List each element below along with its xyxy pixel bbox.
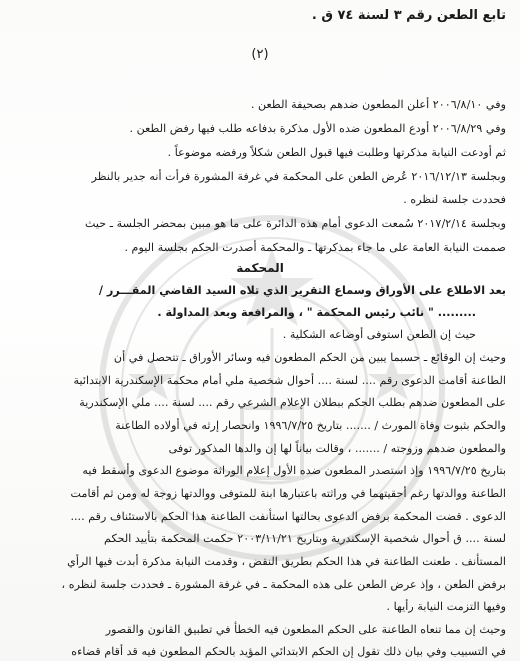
paragraph-line: وبجلسة ٢٠١٧/٢/١٤ سُمعت الدعوى أمام هذه الدائرة على ما هو مبين بمحضر الجلسة ـ حيث — [84, 217, 506, 230]
paragraph-line: ثم أودعت النيابة مذكرتها وطلبت فيها قبول الطعن شكلاً ورفضه موضوعاً . — [167, 146, 506, 159]
paragraph-line: بتاريخ ١٩٩٦/٧/٢٥ وإذ استصدر المطعون ضده الأول إعلام الوراثة موضوع الدعوى وأسقط فيه — [82, 464, 506, 477]
paragraph-line: وفي ٢٠٠٦/٨/٢٩ أودع المطعون ضده الأول مذكرة بدفاعه طلب فيها رفض الطعن . — [129, 122, 506, 135]
paragraph-line: والمطعون ضدهم وزوجته / ....... ، وقالت بياناً لها إن والدها المذكور توفى — [168, 442, 506, 455]
paragraph-line: في التسبيب وفي بيان ذلك تقول إن الحكم الابتدائي المؤيد بالحكم المطعون فيه قد أقام قضاءه — [71, 645, 506, 658]
paragraph-line: برفض الطعن ، وإذ عرض الطعن على هذه المحكمة ـ في غرفة المشورة ـ فحددت جلسة لنظره ، — [61, 578, 506, 591]
paragraph-line: ......... " نائب رئيس المحكمة " ، والمرافعة وبعد المداولة . — [157, 306, 476, 319]
paragraph-line: وحيث إن الوقائع ـ حسبما يبين من الحكم المطعون فيه وسائر الأوراق ـ تتحصل في أن — [113, 351, 506, 364]
paragraph-line: على المطعون ضدهم بطلب الحكم ببطلان الإعلام الشرعي رقم .... لسنة .... ملي الإسكندرية — [79, 396, 506, 409]
paragraph-line: لسنة .... ق أحوال شخصية الإسكندرية وبتاريخ ٢٠٠٣/١١/٢١ حكمت المحكمة بتأييد الحكم — [104, 532, 506, 545]
paragraph-line: حيث إن الطعن استوفى أوضاعه الشكلية . — [282, 328, 476, 341]
paragraph-line: الطاعنة ووالدتها رغم أحقيتهما في وراثته باعتبارها ابنة للمتوفى ووالدتها زوجة له ومن ثم أقامت — [70, 487, 506, 500]
paragraph-line: والحكم بثبوت وفاة المورث / ....... بتاريخ ١٩٩٦/٧/٢٥ وانحصار إرثه في أولاده الطاعنة — [115, 419, 506, 432]
paragraph-line: الطاعنة أقامت الدعوى رقم .... لسنة .... أحوال شخصية ملي أمام محكمة الإسكندرية الابتدائية — [73, 374, 506, 387]
paragraph-line: فحددت جلسة لنظره . — [403, 193, 506, 206]
paragraph-line: صممت النيابة العامة على ما جاء بمذكرتها ـ والمحكمة أصدرت الحكم بجلسة اليوم . — [124, 241, 506, 254]
section-heading: المحكمة — [236, 261, 284, 275]
page-header: تابع الطعن رقم ٣ لسنة ٧٤ ق . — [311, 8, 506, 23]
paragraph-line: وفيها التزمت النيابة رأيها . — [386, 600, 506, 613]
paragraph-line: المستأنف . طعنت الطاعنة في هذا الحكم بطريق النقض ، وقدمت النيابة مذكرة أبدت فيها الرأي — [67, 555, 506, 568]
paragraph-line: وفي ٢٠٠٦/٨/١٠ أعلن المطعون ضدهم بصحيفة الطعن . — [250, 98, 506, 111]
paragraph-line: الدعوى . قضت المحكمة برفض الدعوى بحالتها استأنفت الطاعنة هذا الحكم بالاستئناف رقم .... — [70, 510, 506, 523]
paragraph-line: بعد الاطلاع على الأوراق وسماع التقرير الذي تلاه السيد القاضي المقـــرر / — [98, 284, 506, 297]
page-number: (٢) — [251, 47, 269, 62]
paragraph-line: وبجلسة ٢٠١٦/١٢/١٣ عُرض الطعن على المحكمة في غرفة المشورة فرأت أنه جدير بالنظر — [91, 170, 506, 183]
paragraph-line: وحيث إن مما تنعاه الطاعنة على الحكم المطعون فيه الخطأ في تطبيق القانون والقصور — [105, 623, 506, 636]
